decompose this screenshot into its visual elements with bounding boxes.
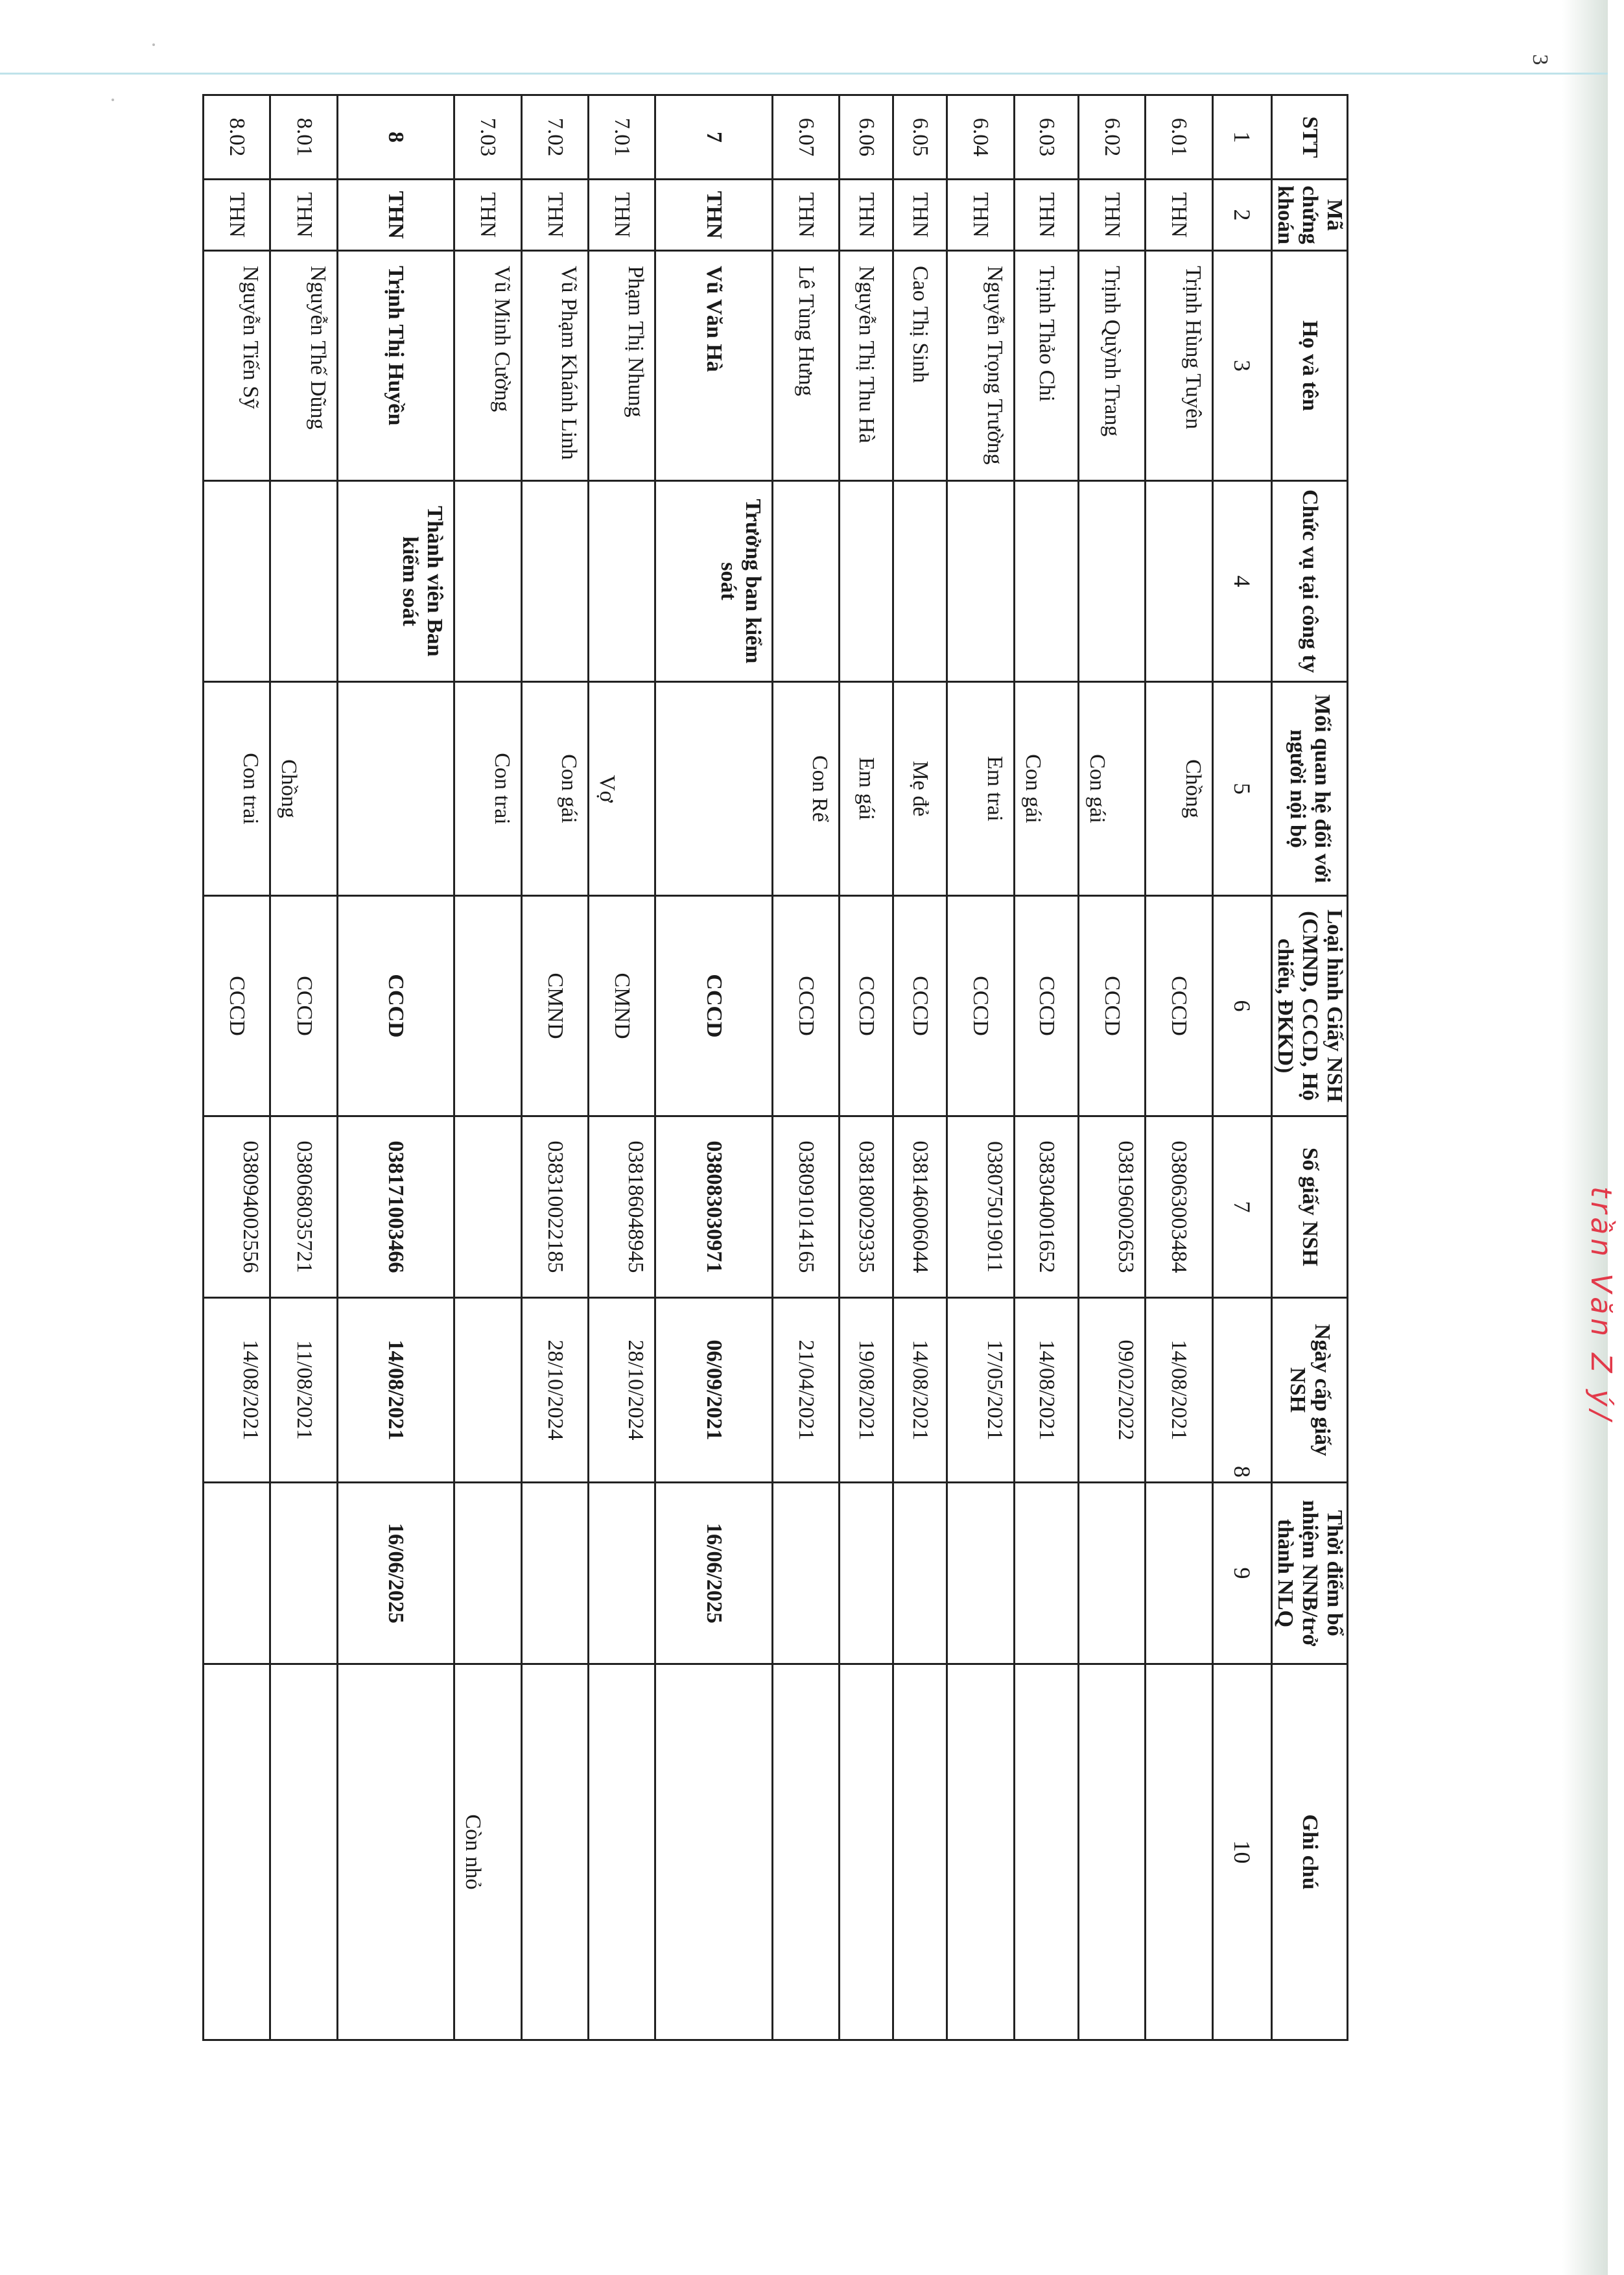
cell-ho-ten: Nguyễn Thế Dũng bbox=[270, 251, 337, 481]
column-number: 8 bbox=[1212, 1298, 1271, 1483]
cell-thoi-diem: 16/06/2025 bbox=[337, 1483, 454, 1664]
cell-quan-he: Mẹ đẻ bbox=[893, 682, 947, 896]
table-row bbox=[454, 95, 521, 2040]
cell-ma-ck: THN bbox=[947, 180, 1014, 251]
cell-so-giay: 038063003484 bbox=[1146, 1116, 1212, 1298]
header-loai-giay: Loại hình Giấy NSH (CMND, CCCD, Hộ chiếu, ĐKKD) bbox=[1271, 896, 1347, 1116]
cell-ho-ten: Nguyễn Tiến Sỹ bbox=[204, 251, 270, 481]
cell-stt: 6.01 bbox=[1146, 95, 1212, 180]
scan-dot bbox=[152, 43, 155, 46]
column-number: 7 bbox=[1212, 1116, 1271, 1298]
cell-ghi-chu bbox=[521, 1664, 588, 2040]
cell-ngay-cap: 11/08/2021 bbox=[270, 1298, 337, 1483]
column-number: 5 bbox=[1212, 682, 1271, 896]
cell-so-giay: 038180029335 bbox=[840, 1116, 893, 1298]
table-row bbox=[1146, 95, 1212, 2040]
cell-ghi-chu bbox=[947, 1664, 1014, 2040]
cell-loai-giay: CCCD bbox=[947, 896, 1014, 1116]
cell-so-giay: 038146006044 bbox=[893, 1116, 947, 1298]
cell-thoi-diem bbox=[521, 1483, 588, 1664]
cell-chuc-vu: Trưởng ban kiểm soát bbox=[655, 481, 772, 682]
column-number: 2 bbox=[1212, 180, 1271, 251]
cell-ho-ten: Trịnh Quỳnh Trang bbox=[1078, 251, 1145, 481]
cell-loai-giay: CCCD bbox=[893, 896, 947, 1116]
cell-stt: 7.01 bbox=[588, 95, 655, 180]
cell-ho-ten: Nguyễn Thị Thu Hà bbox=[840, 251, 893, 481]
cell-ngay-cap: 14/08/2021 bbox=[337, 1298, 454, 1483]
header-ghi-chu: Ghi chú bbox=[1271, 1664, 1347, 2040]
cell-ghi-chu bbox=[588, 1664, 655, 2040]
cell-so-giay: 038304001652 bbox=[1014, 1116, 1078, 1298]
cell-thoi-diem bbox=[588, 1483, 655, 1664]
cell-ma-ck: THN bbox=[1014, 180, 1078, 251]
cell-ma-ck: THN bbox=[655, 180, 772, 251]
column-number-row bbox=[1212, 95, 1271, 2040]
cell-ngay-cap: 14/08/2021 bbox=[1146, 1298, 1212, 1483]
cell-chuc-vu: Thành viên Ban kiểm soát bbox=[337, 481, 454, 682]
header-quan-he: Mối quan hệ đối với người nội bộ bbox=[1271, 682, 1347, 896]
related-persons-table bbox=[202, 94, 1348, 2041]
cell-ngay-cap: 14/08/2021 bbox=[1014, 1298, 1078, 1483]
cell-chuc-vu bbox=[270, 481, 337, 682]
cell-so-giay: 038196002653 bbox=[1078, 1116, 1145, 1298]
cell-ho-ten: Trịnh Thảo Chi bbox=[1014, 251, 1078, 481]
cell-loai-giay: CCCD bbox=[204, 896, 270, 1116]
cell-thoi-diem bbox=[1014, 1483, 1078, 1664]
table-row bbox=[840, 95, 893, 2040]
cell-stt: 7.02 bbox=[521, 95, 588, 180]
cell-thoi-diem bbox=[840, 1483, 893, 1664]
cell-ghi-chu bbox=[1146, 1664, 1212, 2040]
cell-chuc-vu bbox=[521, 481, 588, 682]
cell-quan-he: Con Rể bbox=[772, 682, 839, 896]
cell-ngay-cap: 28/10/2024 bbox=[588, 1298, 655, 1483]
cell-thoi-diem bbox=[204, 1483, 270, 1664]
cell-ngay-cap bbox=[454, 1298, 521, 1483]
cell-thoi-diem bbox=[947, 1483, 1014, 1664]
cell-chuc-vu bbox=[1146, 481, 1212, 682]
cell-ho-ten: Trịnh Thị Huyền bbox=[337, 251, 454, 481]
cell-ho-ten: Vũ Văn Hà bbox=[655, 251, 772, 481]
cell-ho-ten: Vũ Minh Cường bbox=[454, 251, 521, 481]
cell-stt: 6.03 bbox=[1014, 95, 1078, 180]
cell-chuc-vu bbox=[1014, 481, 1078, 682]
table-row bbox=[1078, 95, 1145, 2040]
cell-so-giay: 038094002556 bbox=[204, 1116, 270, 1298]
cell-chuc-vu bbox=[204, 481, 270, 682]
header-stt: STT bbox=[1271, 95, 1347, 180]
table-row bbox=[772, 95, 839, 2040]
cell-quan-he: Con gái bbox=[521, 682, 588, 896]
cell-quan-he: Em gái bbox=[840, 682, 893, 896]
cell-loai-giay: CMND bbox=[588, 896, 655, 1116]
header-row bbox=[1271, 95, 1347, 2040]
table-row-insider bbox=[655, 95, 772, 2040]
column-number: 1 bbox=[1212, 95, 1271, 180]
header-so-giay: Số giấy NSH bbox=[1271, 1116, 1347, 1298]
cell-thoi-diem bbox=[893, 1483, 947, 1664]
cell-quan-he: Chồng bbox=[270, 682, 337, 896]
cell-stt: 6.06 bbox=[840, 95, 893, 180]
header-ho-ten: Họ và tên bbox=[1271, 251, 1347, 481]
cell-ho-ten: Trịnh Hùng Tuyên bbox=[1146, 251, 1212, 481]
cell-thoi-diem bbox=[772, 1483, 839, 1664]
cell-ghi-chu bbox=[655, 1664, 772, 2040]
cell-so-giay: 038171003466 bbox=[337, 1116, 454, 1298]
table-row bbox=[270, 95, 337, 2040]
cell-ghi-chu bbox=[270, 1664, 337, 2040]
cell-ma-ck: THN bbox=[772, 180, 839, 251]
cell-stt: 6.05 bbox=[893, 95, 947, 180]
table-row bbox=[521, 95, 588, 2040]
document-table-area bbox=[202, 94, 1348, 2039]
header-chuc-vu: Chức vụ tại công ty bbox=[1271, 481, 1347, 682]
cell-quan-he bbox=[337, 682, 454, 896]
cell-quan-he bbox=[655, 682, 772, 896]
cell-loai-giay bbox=[454, 896, 521, 1116]
cell-ma-ck: THN bbox=[840, 180, 893, 251]
cell-ngay-cap: 14/08/2021 bbox=[893, 1298, 947, 1483]
cell-thoi-diem: 16/06/2025 bbox=[655, 1483, 772, 1664]
cell-ma-ck: THN bbox=[337, 180, 454, 251]
cell-ho-ten: Vũ Phạm Khánh Linh bbox=[521, 251, 588, 481]
column-number: 9 bbox=[1212, 1483, 1271, 1664]
cell-loai-giay: CCCD bbox=[1014, 896, 1078, 1116]
cell-loai-giay: CCCD bbox=[1078, 896, 1145, 1116]
cell-so-giay: 038091014165 bbox=[772, 1116, 839, 1298]
table-row-insider bbox=[337, 95, 454, 2040]
cell-ghi-chu bbox=[893, 1664, 947, 2040]
cell-ghi-chu bbox=[1014, 1664, 1078, 2040]
cell-ngay-cap: 28/10/2024 bbox=[521, 1298, 588, 1483]
cell-chuc-vu bbox=[840, 481, 893, 682]
cell-ma-ck: THN bbox=[893, 180, 947, 251]
cell-ghi-chu bbox=[204, 1664, 270, 2040]
cell-ghi-chu bbox=[772, 1664, 839, 2040]
cell-loai-giay: CCCD bbox=[337, 896, 454, 1116]
column-number: 3 bbox=[1212, 251, 1271, 481]
table-row bbox=[588, 95, 655, 2040]
cell-thoi-diem bbox=[1146, 1483, 1212, 1664]
table-row bbox=[204, 95, 270, 2040]
page-number: 3 bbox=[1528, 54, 1552, 65]
cell-so-giay: 038186048945 bbox=[588, 1116, 655, 1298]
cell-so-giay: 038310022185 bbox=[521, 1116, 588, 1298]
scan-edge bbox=[1562, 0, 1608, 2275]
cell-ngay-cap: 06/09/2021 bbox=[655, 1298, 772, 1483]
table-row bbox=[1014, 95, 1078, 2040]
cell-ho-ten: Phạm Thị Nhung bbox=[588, 251, 655, 481]
cell-ghi-chu bbox=[840, 1664, 893, 2040]
cell-stt: 7.03 bbox=[454, 95, 521, 180]
cell-ngay-cap: 21/04/2021 bbox=[772, 1298, 839, 1483]
cell-stt: 8 bbox=[337, 95, 454, 180]
cell-chuc-vu bbox=[1078, 481, 1145, 682]
cell-ma-ck: THN bbox=[204, 180, 270, 251]
cell-chuc-vu bbox=[893, 481, 947, 682]
cell-thoi-diem bbox=[1078, 1483, 1145, 1664]
rotated-page bbox=[202, 94, 1348, 2039]
table-row bbox=[947, 95, 1014, 2040]
cell-quan-he: Con gái bbox=[1078, 682, 1145, 896]
cell-ho-ten: Lê Tùng Hưng bbox=[772, 251, 839, 481]
cell-loai-giay: CCCD bbox=[772, 896, 839, 1116]
cell-ma-ck: THN bbox=[588, 180, 655, 251]
cell-stt: 8.01 bbox=[270, 95, 337, 180]
cell-chuc-vu bbox=[772, 481, 839, 682]
cell-quan-he: Chồng bbox=[1146, 682, 1212, 896]
cell-quan-he: Con gái bbox=[1014, 682, 1078, 896]
cell-ho-ten: Cao Thị Sinh bbox=[893, 251, 947, 481]
cell-ngay-cap: 09/02/2022 bbox=[1078, 1298, 1145, 1483]
cell-loai-giay: CCCD bbox=[1146, 896, 1212, 1116]
header-ngay-cap: Ngày cấp giấy NSH bbox=[1271, 1298, 1347, 1483]
cell-ngay-cap: 17/05/2021 bbox=[947, 1298, 1014, 1483]
cell-stt: 7 bbox=[655, 95, 772, 180]
cell-loai-giay: CCCD bbox=[840, 896, 893, 1116]
cell-so-giay bbox=[454, 1116, 521, 1298]
cell-ma-ck: THN bbox=[1078, 180, 1145, 251]
cell-ma-ck: THN bbox=[454, 180, 521, 251]
cell-ghi-chu bbox=[337, 1664, 454, 2040]
cell-so-giay: 038068035721 bbox=[270, 1116, 337, 1298]
cell-ma-ck: THN bbox=[270, 180, 337, 251]
cell-thoi-diem bbox=[270, 1483, 337, 1664]
cell-loai-giay: CCCD bbox=[270, 896, 337, 1116]
cell-so-giay: 038075019011 bbox=[947, 1116, 1014, 1298]
cell-so-giay: 038083030971 bbox=[655, 1116, 772, 1298]
initial-stamp bbox=[1546, 1186, 1624, 1424]
cell-stt: 6.07 bbox=[772, 95, 839, 180]
cell-stt: 6.02 bbox=[1078, 95, 1145, 180]
cell-ma-ck: THN bbox=[521, 180, 588, 251]
cell-chuc-vu bbox=[947, 481, 1014, 682]
column-number: 10 bbox=[1212, 1664, 1271, 2040]
cell-ngay-cap: 14/08/2021 bbox=[204, 1298, 270, 1483]
cell-thoi-diem bbox=[454, 1483, 521, 1664]
header-thoi-diem: Thời điểm bổ nhiệm NNB/trở thành NLQ bbox=[1271, 1483, 1347, 1664]
cell-ho-ten: Nguyễn Trọng Trường bbox=[947, 251, 1014, 481]
scan-line bbox=[0, 73, 1608, 75]
cell-quan-he: Em trai bbox=[947, 682, 1014, 896]
header-ma-ck: Mã chứng khoán bbox=[1271, 180, 1347, 251]
cell-quan-he: Con trai bbox=[454, 682, 521, 896]
cell-chuc-vu bbox=[454, 481, 521, 682]
cell-loai-giay: CMND bbox=[521, 896, 588, 1116]
cell-stt: 8.02 bbox=[204, 95, 270, 180]
cell-ma-ck: THN bbox=[1146, 180, 1212, 251]
scan-dot bbox=[112, 99, 114, 101]
column-number: 6 bbox=[1212, 896, 1271, 1116]
cell-loai-giay: CCCD bbox=[655, 896, 772, 1116]
cell-ghi-chu bbox=[1078, 1664, 1145, 2040]
stamp-text: trần Văn Z ý/ bbox=[1584, 1186, 1618, 1424]
table-row bbox=[893, 95, 947, 2040]
cell-quan-he: Vợ bbox=[588, 682, 655, 896]
cell-chuc-vu bbox=[588, 481, 655, 682]
cell-quan-he: Con trai bbox=[204, 682, 270, 896]
cell-ngay-cap: 19/08/2021 bbox=[840, 1298, 893, 1483]
column-number: 4 bbox=[1212, 481, 1271, 682]
cell-ghi-chu: Còn nhỏ bbox=[454, 1664, 521, 2040]
cell-stt: 6.04 bbox=[947, 95, 1014, 180]
